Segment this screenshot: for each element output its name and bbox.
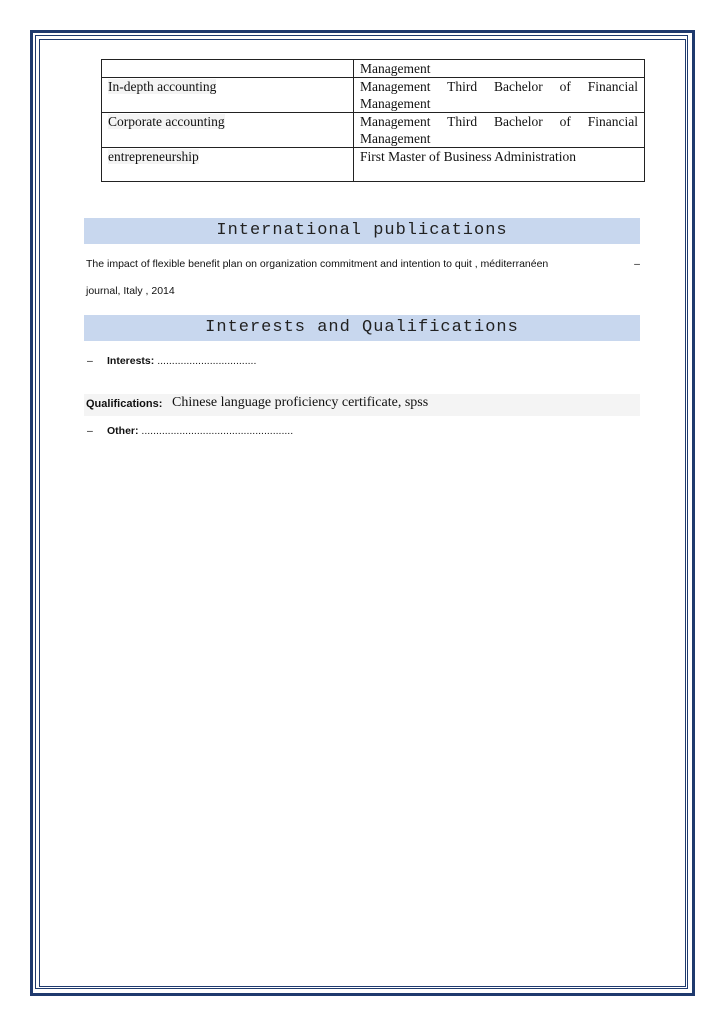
program-cell: Management Third Bachelor of Financial Management (354, 113, 645, 148)
interests-heading: Interests and Qualifications (84, 315, 640, 341)
qualifications-line (84, 394, 640, 416)
interests-value: .................................. (157, 355, 257, 367)
table-row (102, 60, 645, 78)
course-cell: In-depth accounting (102, 78, 354, 113)
other-value: .................................................... (141, 425, 294, 437)
course-cell: entrepreneurship (102, 148, 354, 182)
program-cell: Management Third Bachelor of Financial Management (354, 78, 645, 113)
qualifications-label: Qualifications: (86, 398, 163, 410)
table-row (102, 148, 645, 182)
bullet-dash: – (87, 425, 93, 437)
publication-dash: – (634, 258, 640, 270)
table-row (102, 113, 645, 148)
interests-label: Interests: (107, 355, 155, 367)
course-cell: Corporate accounting (102, 113, 354, 148)
program-cell: Management (354, 60, 645, 78)
courses-table (101, 59, 645, 182)
publications-heading: International publications (84, 218, 640, 244)
course-cell (102, 60, 354, 78)
interests-line (87, 355, 256, 367)
table-row (102, 78, 645, 113)
publication-entry (86, 258, 640, 270)
other-line (87, 425, 293, 437)
bullet-dash: – (87, 355, 93, 367)
other-label: Other: (107, 425, 139, 437)
publication-entry-continued: journal, Italy , 2014 (86, 285, 175, 297)
program-cell: First Master of Business Administration (354, 148, 645, 182)
publication-text: The impact of flexible benefit plan on organization commitment and intention to quit , méditerranéen (86, 258, 549, 270)
qualifications-value: Chinese language proficiency certificate, spss (172, 395, 429, 410)
